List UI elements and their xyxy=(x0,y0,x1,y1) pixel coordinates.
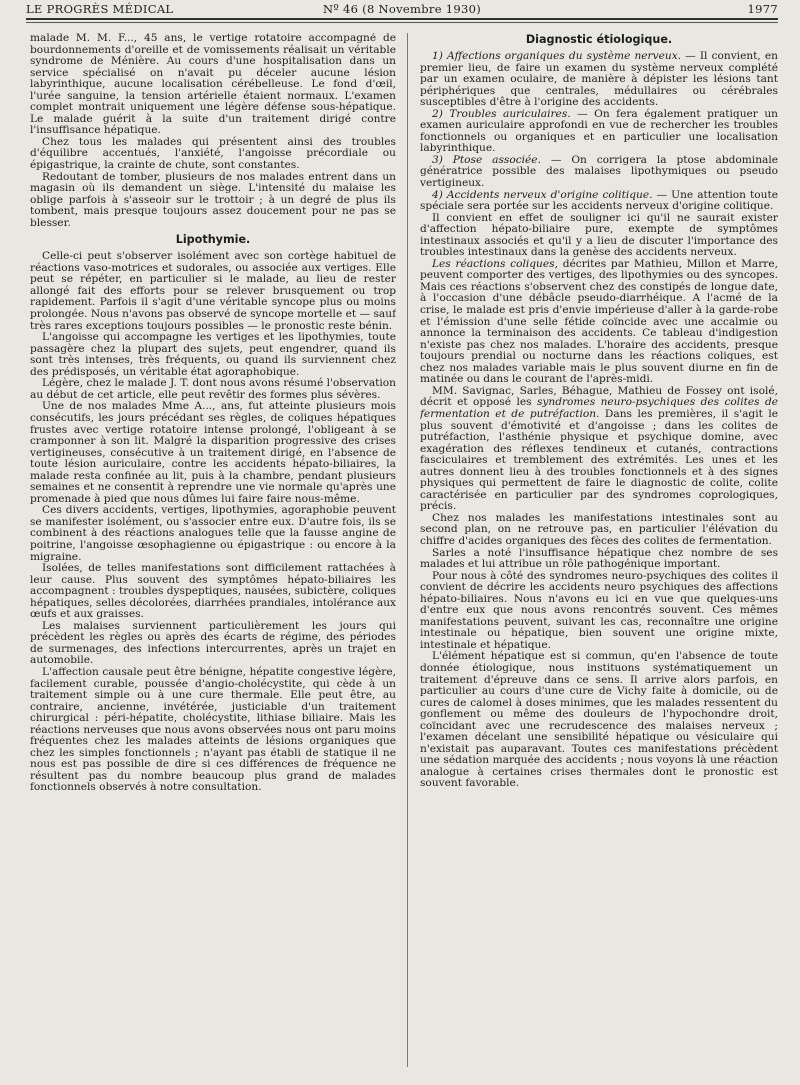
italic-term: syndromes neuro-psychiques des colites de fermentation et de putréfaction. xyxy=(420,396,778,420)
paragraph: Isolées, de telles manifestations sont difficilement rattachées à leur cause. Plus souvent des symptômes hépato-biliaires les accompagnent : troubles dyspeptiques, nausées, subictère, coliques hépatiques, selles décolorées, diarrhées prandiales, intolérance aux œufs et aux graisses. xyxy=(30,562,396,621)
left-column xyxy=(30,33,396,1073)
paragraph xyxy=(420,51,778,109)
section-heading-diagnostic: Diagnostic étiologique. xyxy=(525,33,673,46)
item-text: — On fera également pratiquer un examen auriculaire approfondi en vue de rechercher les troubles fonctionnels ou organiques et en particulier une localisation labyrinthique. xyxy=(420,107,778,155)
header-rule-thin xyxy=(26,22,778,23)
journal-title: LE PROGRÈS MÉDICAL xyxy=(26,2,174,16)
item-text: — Il convient, en premier lieu, de faire un examen du système nerveux complété par un examen oculaire, de manière à dépister les lésions tant périphériques que centrales, médullaires ou cérébrales susceptibles d'être à l'origine des accidents. xyxy=(420,50,778,109)
item-text: MM. Savignac, Sarles, Béhague, Mathieu de Fossey ont isolé, décrit et opposé les xyxy=(420,384,778,409)
paragraph: Pour nous à côté des syndromes neuro-psychiques des colites il convient de décrire les accidents neuro psychiques des affections hépato-biliaires. Nous n'avons eu ici en vue que quelques-uns d'entre eux que nous avons rencontrés souvent. Ces mêmes manifestations peuvent, suivant les cas, reconnaître une origine intestinale ou hépatique, bien souvent une origine mixte, intestinale et hépatique. xyxy=(420,569,778,651)
paragraph: Ces divers accidents, vertiges, lipothymies, agoraphobie peuvent se manifester isolément, ou s'associer entre eux. D'autre fois, ils se combinent à des réactions analogues telle que la fausse angine de poitrine, l'angoisse œsophagienne ou épigastrique : ou encore à la migraine. xyxy=(30,504,396,563)
paragraph: L'affection causale peut être bénigne, hépatite congestive légère, facilement curable, poussée d'angio-cholécystite, qui cède à un traitement simple ou à une cure thermale. Elle peut être, au contraire, ancienne, invétérée, justiciable d'un traitement chirurgical : péri-hépatite, cholécystite, lithiase biliaire. Mais les réactions nerveuses que nous avons observées nous ont paru moins fréquentes chez les malades atteints de lésions organiques que chez les simples fonctionnels ; n'ayant pas établi de statique il ne nous est pas possible de dire si ces différences de fréquence ne résultent pas du nombre beaucoup plus grand de malades fonctionnels observés à notre consultation. xyxy=(30,665,396,794)
paragraph: Redoutant de tomber, plusieurs de nos malades entrent dans un magasin où ils demandent un siège. L'intensité du malaise les oblige parfois à s'asseoir sur le trottoir ; à un degré de plus ils tombent, mais presque toujours assez doucement pour ne pas se blesser. xyxy=(30,170,396,229)
item-lead: 2) Troubles auriculaires. xyxy=(432,107,571,120)
item-text: décrites par Mathieu, Millon et Marre, peuvent comporter des vertiges, des lipothymies ou des syncopes. Mais ces réactions s'observent chez des constipés de longue date, à l'occasion d'une débâcle pseudo-diarrhéique. A l'acmé de la crise, le malade est pris d'envie impérieuse d'aller à la garde-robe et l'émission d'une selle fétide coïncide avec une accalmie ou annonce la terminaison des accidents. Ce tableau d'indigestion n'existe pas chez nos malades. L'horaire des accidents, presque toujours prendial ou nocturne dans les réactions coliques, est chez nos malades variable mais le plus souvent diurne en fin de matinée ou dans le courant de l'après-midi. xyxy=(420,257,778,386)
item-lead: 4) Accidents nerveux d'origine colitique. xyxy=(432,188,653,201)
text-columns xyxy=(26,33,778,1073)
right-column xyxy=(420,33,778,1073)
item-text: Dans les premières, il s'agit le plus souvent d'émotivité et d'angoisse ; dans les colites de putréfaction, l'asthénie physique et psychique domine, avec exagération des réflexes tendineux et cutanés, contractions fasciculaires et tremblement des extrémités. Les unes et les autres donnent lieu à des troubles fonctionnels et à des signes physiques qui permettent de faire le diagnostic de colite, colite caractérisée en particulier par des syndromes coprologiques, précis. xyxy=(420,407,778,513)
paragraph xyxy=(420,259,778,386)
paragraph: malade M. M. F..., 45 ans, le vertige rotatoire accompagné de bourdonnements d'oreille et de vomissements réalisait un véritable syndrome de Ménière. Au cours d'une hospitalisation dans un service spécialisé on n'avait pu déceler aucune lésion labyrinthique, aucune localisation cérébelleuse. Le fond d'œil, l'urée sanguine, la tension artérielle étaient normaux. L'examen complet montrait uniquement une légère défense sous-hépatique. Le malade guérit à la suite d'un traitement dirigé contre l'insuffisance hépatique. xyxy=(30,33,396,137)
issue-info: Nº 46 (8 Novembre 1930) xyxy=(322,2,482,16)
header-rule xyxy=(26,18,778,20)
paragraph: L'élément hépatique est si commun, qu'en l'absence de toute donnée étiologique, nous instituons systématiquement un traitement d'épreuve dans ce sens. Il arrive alors parfois, en particulier au cours d'une cure de Vichy faite à domicile, ou de cures de calomel à doses minimes, que les malades ressentent du gonflement ou même des douleurs de l'hypochondre droit, coïncidant avec une recrudescence des malaises nerveux ; l'examen décelant une sensibilité hépatique ou vésiculaire qui n'existait pas auparavant. Toutes ces manifestations précèdent une sédation marquée des accidents ; nous voyons là une réaction analogue à certaines crises thermales dont le pronostic est souvent favorable. xyxy=(420,650,778,790)
item-text: — Une attention toute spéciale sera portée sur les accidents nerveux d'origine colitique. xyxy=(420,188,778,213)
paragraph: Légère, chez le malade J. T. dont nous avons résumé l'observation au début de cet article, elle peut revêtir des formes plus sévères. xyxy=(30,377,396,401)
section-heading-lipothymie: Lipothymie. xyxy=(175,233,251,247)
paragraph: Une de nos malades Mme A..., ans, fut atteinte plusieurs mois consécutifs, les jours précédant ses règles, de coliques hépatiques frustes avec vertige rotatoire intense prolongé, l'obligeant à se cramponner à son lit. Malgré la disparition progressive des crises vertigineuses, consécutive à un traitement dirigé, en l'absence de toute lésion auriculaire, contre les accidents hépato-biliaires, la malade resta confinée au lit, puis à la chambre, pendant plusieurs semaines et ne consentit à reprendre une vie normale qu'après une promenade à pied que nous dûmes lui faire faire nous-même. xyxy=(30,400,396,505)
paragraph xyxy=(420,190,778,213)
paragraph xyxy=(420,386,778,513)
paragraph: Sarles a noté l'insuffisance hépatique chez nombre de ses malades et lui attribue un rôle pathogénique important. xyxy=(420,546,778,571)
paragraph: Il convient en effet de souligner ici qu'il ne saurait exister d'affection hépato-biliaire pure, exempte de symptômes intestinaux associés et qu'il y a lieu de discuter l'importance des troubles intestinaux dans la genèse des accidents nerveux. xyxy=(420,211,778,259)
paragraph: Chez nos malades les manifestations intestinales sont au second plan, on ne retrouve pas, en particulier l'élévation du chiffre d'acides organiques des fèces des colites de fermentation. xyxy=(420,511,778,547)
paragraph xyxy=(420,109,778,155)
column-divider xyxy=(407,33,408,1067)
item-text: — On corrigera la ptose abdominale génératrice possible des malaises lipothymiques ou pseudo vertigineux. xyxy=(420,153,778,190)
paragraph xyxy=(420,155,778,190)
paragraph: Chez tous les malades qui présentent ainsi des troubles d'équilibre accentués, l'anxiété, l'angoisse précordiale ou épigastrique, la crainte de chute, sont constantes. xyxy=(30,135,396,172)
item-lead: 3) Ptose associée. xyxy=(432,153,541,166)
paragraph: L'angoisse qui accompagne les vertiges et les lipothymies, toute passagère chez la plupart des sujets, peut engendrer, quand ils sont très intenses, très fréquents, ou quand ils surviennent chez des prédisposés, un véritable état agoraphobique. xyxy=(30,331,396,378)
page-number: 1977 xyxy=(747,2,778,16)
paragraph: Celle-ci peut s'observer isolément avec son cortège habituel de réactions vaso-motrices et sudorales, ou associée aux vertiges. Elle peut se répéter, en particulier si le malade, au lieu de rester allongé fait des efforts pour se relever brusquement ou trop rapidement. Parfois il s'agit d'une véritable syncope plus ou moins prolongée. Nous n'avons pas observé de syncope mortelle et — sauf très rares exceptions toujours possibles — le pronostic reste bénin. xyxy=(30,250,396,332)
item-lead: 1) Affections organiques du système nerveux. xyxy=(432,50,682,62)
item-lead: Les réactions coliques, xyxy=(432,257,558,270)
running-head xyxy=(26,2,778,18)
paragraph: Les malaises surviennent particulièrement les jours qui précèdent les règles ou après des écarts de régime, des périodes de surmenages, des infections intercurrentes, après un trajet en automobile. xyxy=(30,619,396,667)
